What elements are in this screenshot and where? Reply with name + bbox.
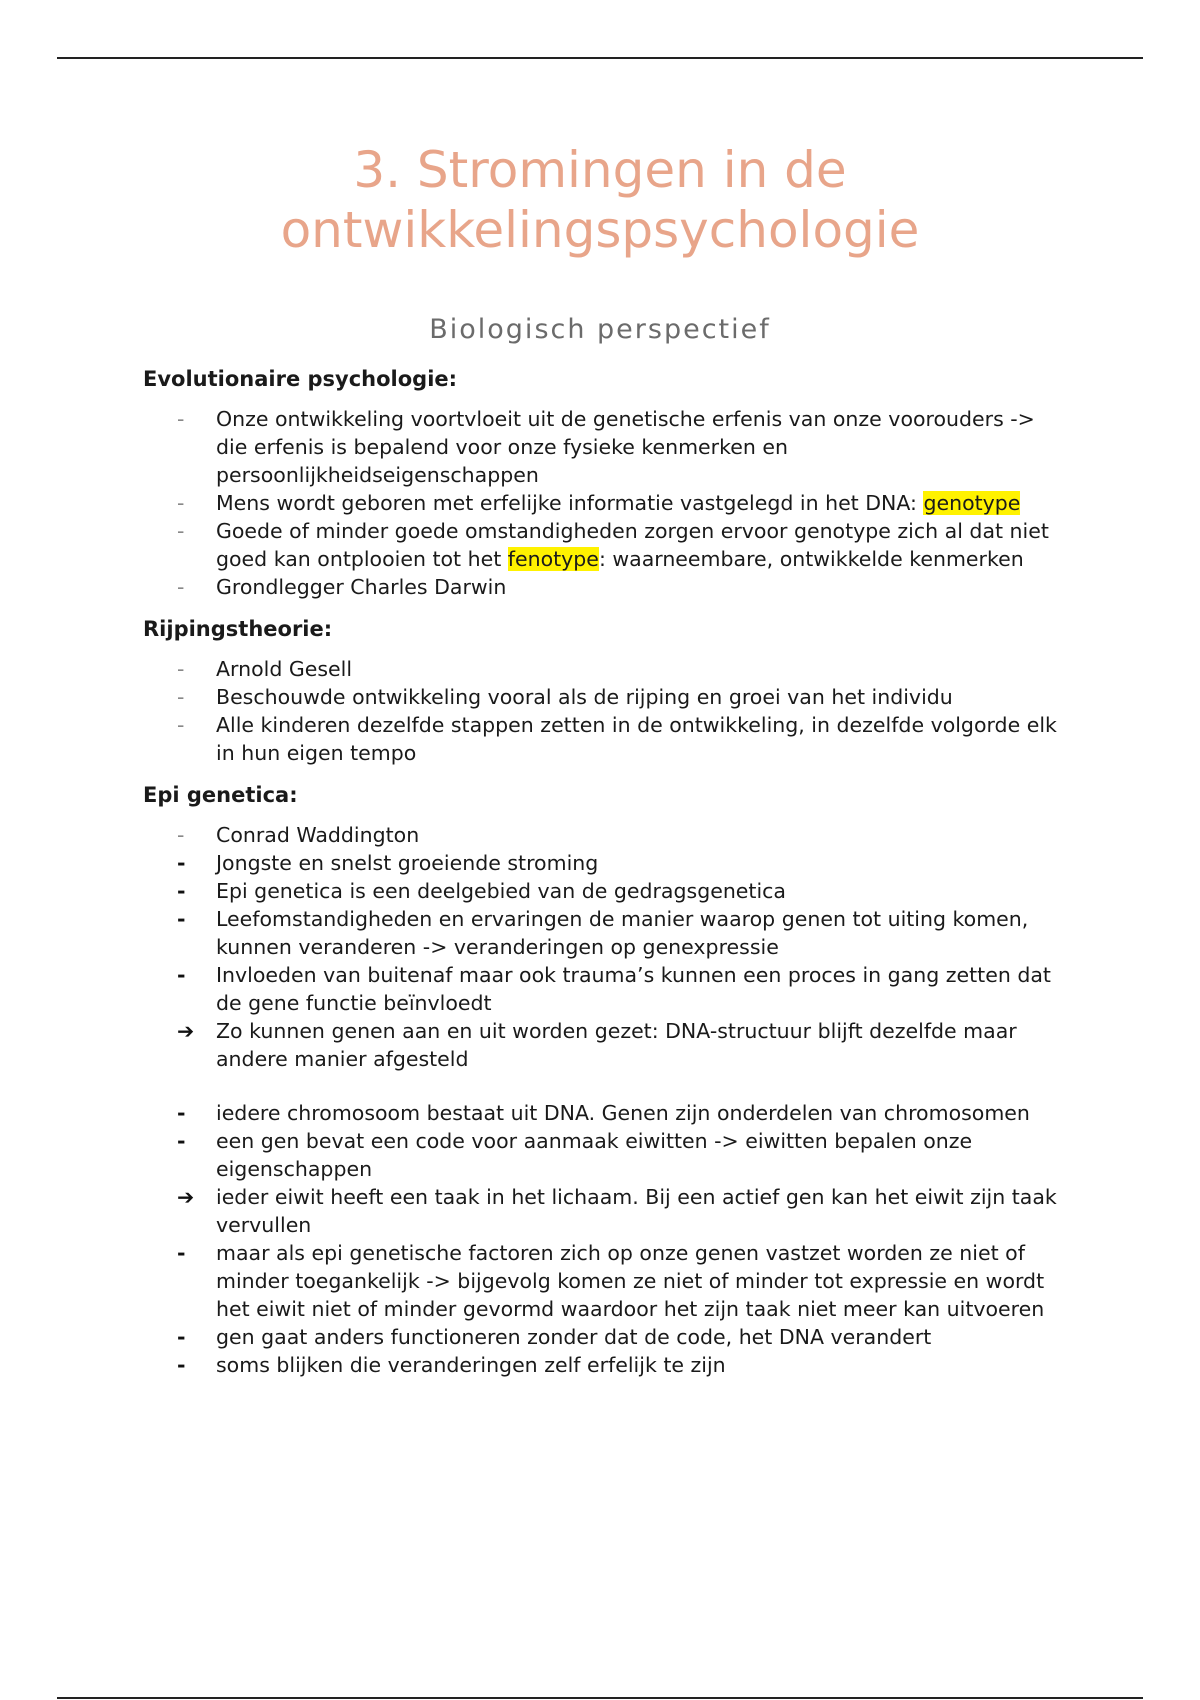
section-heading: Epi genetica: — [143, 783, 298, 807]
top-rule — [57, 57, 1143, 59]
list-item — [143, 683, 1063, 711]
dash-bullet-icon: - — [177, 1129, 186, 1153]
dash-bullet-icon: - — [177, 879, 186, 903]
list-item-text: Arnold Gesell — [216, 657, 353, 681]
dash-bullet-icon: - — [177, 713, 185, 737]
list-item-text: Invloeden van buitenaf maar ook trauma’s kunnen een proces in gang zetten dat de gene functie beïnvloedt — [216, 963, 1051, 1015]
list-item-text: Alle kinderen dezelfde stappen zetten in de ontwikkeling, in dezelfde volgorde elk in hun eigen tempo — [216, 713, 1057, 765]
list-item-text: Epi genetica is een deelgebied van de gedragsgenetica — [216, 879, 786, 903]
list-item — [143, 821, 1063, 849]
list-item-text: Goede of minder goede omstandigheden zorgen ervoor genotype zich al dat niet goed kan ontplooien tot het — [216, 519, 1049, 571]
list-item-text: Beschouwde ontwikkeling vooral als de rijping en groei van het individu — [216, 685, 953, 709]
list-item — [143, 1351, 1063, 1379]
dash-bullet-icon: - — [177, 407, 185, 431]
page-title-line-2: ontwikkelingspsychologie — [280, 201, 920, 259]
list-item — [143, 877, 1063, 905]
dash-bullet-icon: - — [177, 519, 185, 543]
list-item-text: soms blijken die veranderingen zelf erfelijk te zijn — [216, 1353, 726, 1377]
list-item — [143, 961, 1063, 1017]
list-item-text: gen gaat anders functioneren zonder dat de code, het DNA verandert — [216, 1325, 932, 1349]
list-item-text: Leefomstandigheden en ervaringen de manier waarop genen tot uiting komen, kunnen veranderen -> veranderingen op genexpressie — [216, 907, 1029, 959]
highlighted-term: fenotype — [507, 547, 599, 571]
arrow-right-icon: ➔ — [177, 1185, 195, 1209]
list-item-text: : waarneembare, ontwikkelde kenmerken — [598, 547, 1024, 571]
list-item — [143, 1127, 1063, 1183]
page-title — [0, 140, 1200, 260]
spacer — [143, 1073, 1063, 1099]
list-item — [143, 711, 1063, 767]
dash-bullet-icon: - — [177, 1353, 186, 1377]
list-item — [143, 517, 1063, 573]
list-item — [143, 1099, 1063, 1127]
section-subtitle: Biologisch perspectief — [429, 314, 771, 345]
list-item — [143, 1017, 1063, 1073]
page-title-line-1: 3. Stromingen in de — [353, 141, 847, 199]
list-item — [143, 905, 1063, 961]
arrow-right-icon: ➔ — [177, 1019, 195, 1043]
list-item-text: ieder eiwit heeft een taak in het lichaam. Bij een actief gen kan het eiwit zijn taak vervullen — [216, 1185, 1057, 1237]
dash-bullet-icon: - — [177, 1101, 186, 1125]
list-item — [143, 1323, 1063, 1351]
dash-bullet-icon: - — [177, 1325, 186, 1349]
list-item — [143, 655, 1063, 683]
dash-bullet-icon: - — [177, 1241, 186, 1265]
bullet-list — [143, 655, 1063, 767]
dash-bullet-icon: - — [177, 963, 186, 987]
dash-bullet-icon: - — [177, 575, 185, 599]
list-item — [143, 1239, 1063, 1323]
list-item-text: Conrad Waddington — [216, 823, 420, 847]
list-item-text: maar als epi genetische factoren zich op onze genen vastzet worden ze niet of minder toegankelijk -> bijgevolg komen ze niet of minder tot expressie en wordt het eiwit niet of minder gevormd waardoor het zijn taak niet meer kan uitvoeren — [216, 1241, 1045, 1321]
bullet-list — [143, 405, 1063, 601]
dash-bullet-icon: - — [177, 657, 185, 681]
bullet-list — [143, 1099, 1063, 1379]
highlighted-term: genotype — [923, 491, 1021, 515]
list-item — [143, 1183, 1063, 1239]
list-item — [143, 489, 1063, 517]
list-item — [143, 405, 1063, 489]
list-item-text: Grondlegger Charles Darwin — [216, 575, 507, 599]
list-item — [143, 849, 1063, 877]
list-item-text: Mens wordt geboren met erfelijke informatie vastgelegd in het DNA: — [216, 491, 924, 515]
list-item-text: iedere chromosoom bestaat uit DNA. Genen zijn onderdelen van chromosomen — [216, 1101, 1030, 1125]
dash-bullet-icon: - — [177, 851, 186, 875]
dash-bullet-icon: - — [177, 907, 186, 931]
section-heading: Rijpingstheorie: — [143, 617, 333, 641]
list-item — [143, 573, 1063, 601]
list-item-text: Jongste en snelst groeiende stroming — [216, 851, 599, 875]
list-item-text: Onze ontwikkeling voortvloeit uit de genetische erfenis van onze voorouders -> die erfenis is bepalend voor onze fysieke kenmerken en persoonlijkheidseigenschappen — [216, 407, 1035, 487]
dash-bullet-icon: - — [177, 491, 185, 515]
dash-bullet-icon: - — [177, 823, 185, 847]
bottom-rule — [57, 1697, 1143, 1699]
list-item-text: Zo kunnen genen aan en uit worden gezet: DNA-structuur blijft dezelfde maar andere manier afgesteld — [216, 1019, 1017, 1071]
dash-bullet-icon: - — [177, 685, 185, 709]
list-item-text: een gen bevat een code voor aanmaak eiwitten -> eiwitten bepalen onze eigenschappen — [216, 1129, 973, 1181]
document-body — [143, 365, 1063, 1393]
section-heading: Evolutionaire psychologie: — [143, 367, 458, 391]
bullet-list — [143, 821, 1063, 1073]
